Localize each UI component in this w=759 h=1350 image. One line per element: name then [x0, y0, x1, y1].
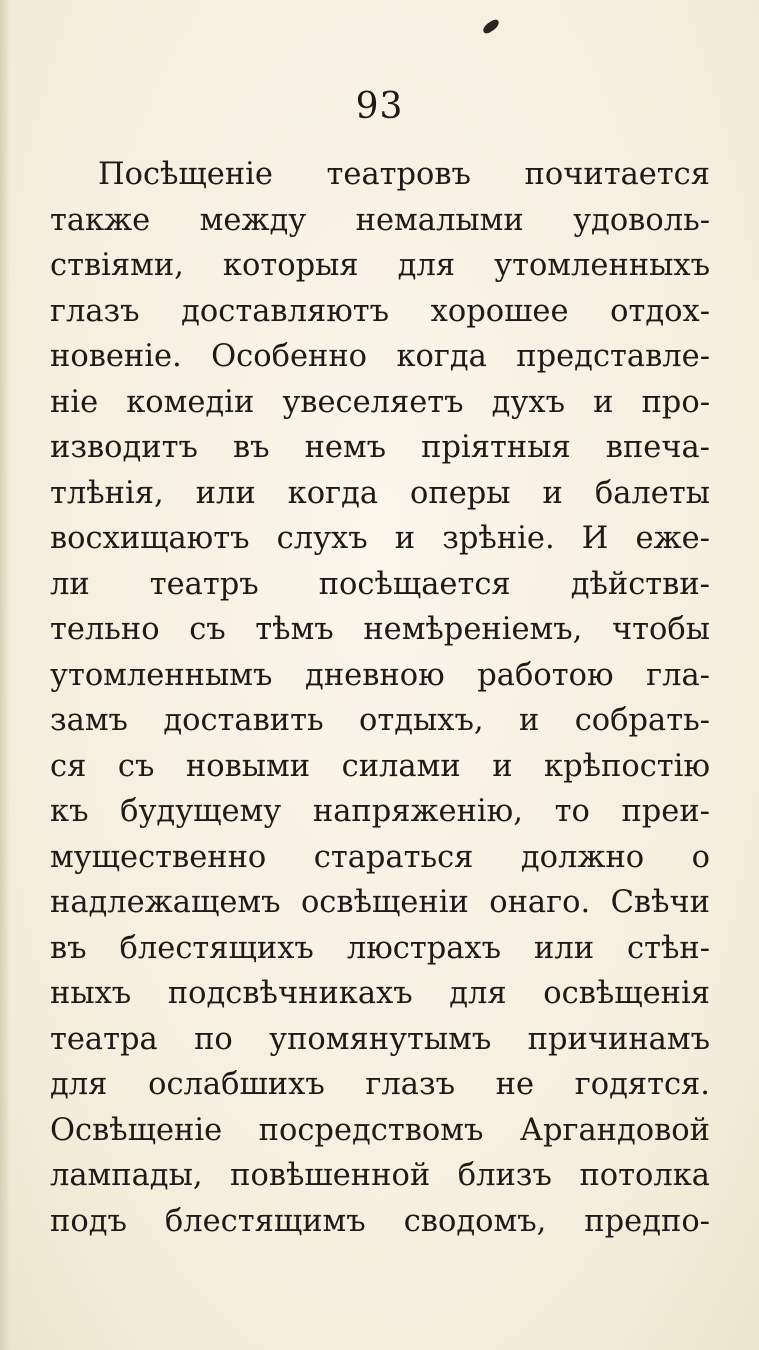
text-line: для ослабшихъ глазъ не годятся.: [50, 1067, 710, 1102]
text-line: лампады, повѣшенной близъ потолка: [50, 1158, 710, 1193]
text-line: новеніе. Особенно когда представле-: [50, 339, 710, 374]
text-line: глазъ доставляютъ хорошее отдох-: [50, 293, 710, 329]
text-line: тельно съ тѣмъ немѣреніемъ, чтобы: [50, 612, 710, 647]
text-line: мущественно стараться должно о: [50, 839, 710, 875]
text-line: Посѣщеніе театровъ почитается: [98, 157, 710, 192]
text-line: къ будущему напряженію, то преи-: [50, 794, 710, 829]
text-line: надлежащемъ освѣщеніи онаго. Свѣчи: [50, 885, 710, 920]
text-line: ли театръ посѣщается дѣйстви-: [50, 566, 710, 602]
text-line: ніе комедіи увеселяетъ духъ и про-: [50, 384, 710, 420]
text-line: замъ доставить отдыхъ, и собрать-: [50, 703, 710, 738]
text-line: въ блестящихъ люстрахъ или стѣн-: [50, 930, 710, 966]
text-line: тлѣнія, или когда оперы и балеты: [50, 475, 710, 511]
ink-blot: [481, 18, 501, 35]
text-line: ныхъ подсвѣчникахъ для освѣщенія: [50, 976, 710, 1011]
text-line: ся съ новыми силами и крѣпостію: [50, 748, 710, 784]
text-line: утомленнымъ дневною работою гла-: [50, 657, 710, 693]
text-line: восхищаютъ слухъ и зрѣніе. И еже-: [50, 521, 710, 556]
page-number: 93: [355, 86, 404, 127]
body-text: [50, 152, 710, 1244]
page-edge-shadow: [0, 0, 10, 1350]
text-line: изводитъ въ немъ пріятныя впеча-: [50, 430, 710, 465]
text-line: Освѣщеніе посредствомъ Аргандовой: [50, 1112, 710, 1148]
text-line: также между немалыми удоволь-: [50, 202, 710, 238]
text-line: подъ блестящимъ сводомъ, предпо-: [50, 1203, 710, 1239]
text-line: театра по упомянутымъ причинамъ: [50, 1021, 710, 1057]
text-line: ствіями, которыя для утомленныхъ: [50, 248, 710, 283]
